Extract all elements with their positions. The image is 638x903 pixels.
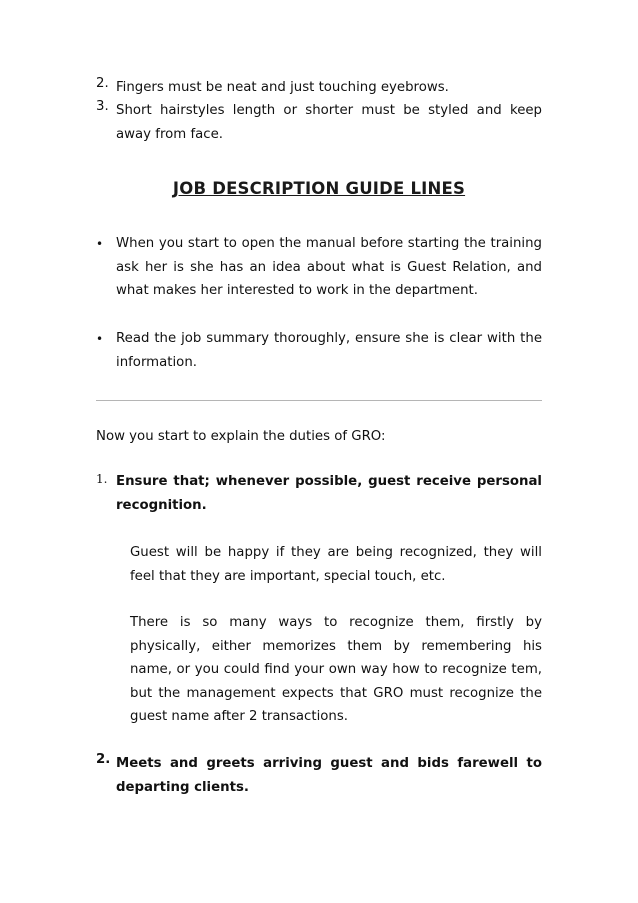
- intro-text: Now you start to explain the duties of GRO:: [96, 429, 386, 444]
- duty-number: 1.: [96, 472, 108, 486]
- duty-paragraph: Guest will be happy if they are being recognized, they will feel that they are important, special touch, etc.: [130, 545, 542, 584]
- bullet-item: When you start to open the manual before starting the training ask her is she has an idea about what is Guest Relation, and what makes her interested to work in the department.: [116, 236, 542, 298]
- list-item: Short hairstyles length or shorter must be styled and keep away from face.: [116, 103, 542, 142]
- duty-title: Meets and greets arriving guest and bids farewell to departing clients.: [116, 756, 542, 795]
- section-heading: JOB DESCRIPTION GUIDE LINES: [172, 179, 466, 198]
- bullet-icon: •: [96, 332, 104, 346]
- duty-title: Ensure that; whenever possible, guest receive personal recognition.: [116, 474, 542, 513]
- bullet-item: Read the job summary thoroughly, ensure she is clear with the information.: [116, 331, 542, 370]
- list-number: 2.: [96, 76, 109, 91]
- duty-paragraph: There is so many ways to recognize them, firstly by physically, either memorizes them by remembering his name, or you could find your own way how to recognize tem, but the management expects that GRO must recognize the guest name after 2 transactions.: [130, 615, 542, 724]
- bullet-icon: •: [96, 237, 104, 251]
- horizontal-divider: [96, 400, 542, 401]
- list-number: 3.: [96, 99, 109, 114]
- duty-number: 2.: [96, 752, 111, 767]
- list-item: Fingers must be neat and just touching eyebrows.: [116, 80, 449, 95]
